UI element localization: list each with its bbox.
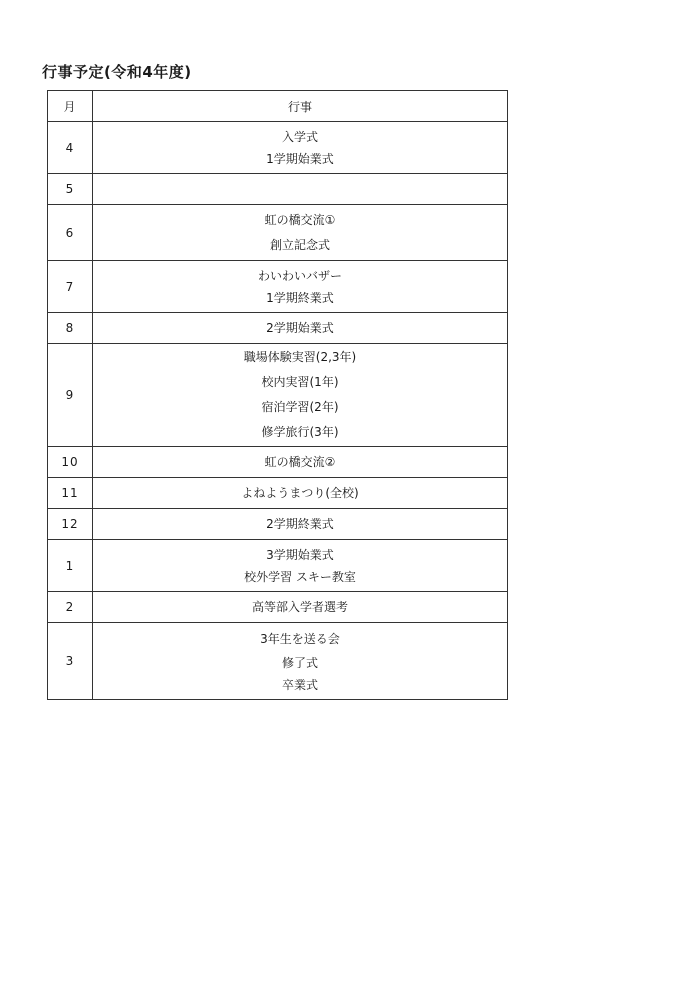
event-item: わいわいバザー	[257, 268, 342, 283]
table-row	[48, 344, 508, 447]
event-cell	[93, 174, 508, 205]
event-item: 虹の橋交流①	[264, 212, 336, 227]
table-row	[48, 174, 508, 205]
month-cell: 12	[48, 509, 93, 540]
event-cell	[93, 540, 508, 592]
event-column-header: 行事	[93, 91, 508, 122]
event-item: 3学期始業式	[266, 547, 334, 562]
month-cell: 2	[48, 592, 93, 623]
table-row	[48, 313, 508, 344]
event-item: 卒業式	[281, 677, 318, 692]
event-item: 職場体験実習(2,3年)	[243, 350, 357, 364]
month-cell: 10	[48, 447, 93, 478]
month-cell: 3	[48, 623, 93, 700]
event-item: 修学旅行(3年)	[261, 425, 339, 439]
month-cell: 4	[48, 122, 93, 174]
event-item: 高等部入学者選考	[251, 600, 348, 614]
event-item: 宿泊学習(2年)	[261, 400, 339, 414]
event-item: 1学期始業式	[266, 151, 334, 166]
event-item: 虹の橋交流②	[264, 455, 336, 469]
table-row	[48, 592, 508, 623]
event-cell	[93, 344, 508, 447]
table-row	[48, 261, 508, 313]
event-cell	[93, 509, 508, 540]
table-row	[48, 205, 508, 261]
table-row	[48, 122, 508, 174]
event-cell	[93, 447, 508, 478]
table-row	[48, 447, 508, 478]
month-cell: 7	[48, 261, 93, 313]
table-row	[48, 478, 508, 509]
event-item: 修了式	[281, 655, 318, 670]
event-item: 1学期終業式	[266, 290, 334, 305]
event-item: 入学式	[281, 129, 318, 144]
month-cell: 5	[48, 174, 93, 205]
table-row	[48, 540, 508, 592]
event-cell	[93, 478, 508, 509]
page-title: 行事予定(令和4年度)	[42, 63, 192, 81]
month-cell: 8	[48, 313, 93, 344]
event-item: 校内実習(1年)	[261, 375, 339, 389]
event-cell	[93, 205, 508, 261]
month-column-header: 月	[48, 91, 93, 122]
month-cell: 1	[48, 540, 93, 592]
event-item: よねようまつり(全校)	[241, 486, 359, 500]
table-row	[48, 509, 508, 540]
month-cell: 6	[48, 205, 93, 261]
event-cell	[93, 623, 508, 700]
event-item: 2学期始業式	[266, 321, 334, 335]
event-cell	[93, 122, 508, 174]
event-cell	[93, 592, 508, 623]
event-cell	[93, 261, 508, 313]
table-header-row	[48, 91, 508, 122]
event-item: 3年生を送る会	[260, 631, 340, 646]
table-row	[48, 623, 508, 700]
month-cell: 11	[48, 478, 93, 509]
event-schedule-table	[47, 90, 508, 700]
event-item: 2学期終業式	[266, 517, 334, 531]
month-cell: 9	[48, 344, 93, 447]
event-cell	[93, 313, 508, 344]
event-item: 校外学習 スキー教室	[244, 569, 356, 584]
event-item: 創立記念式	[269, 237, 330, 252]
